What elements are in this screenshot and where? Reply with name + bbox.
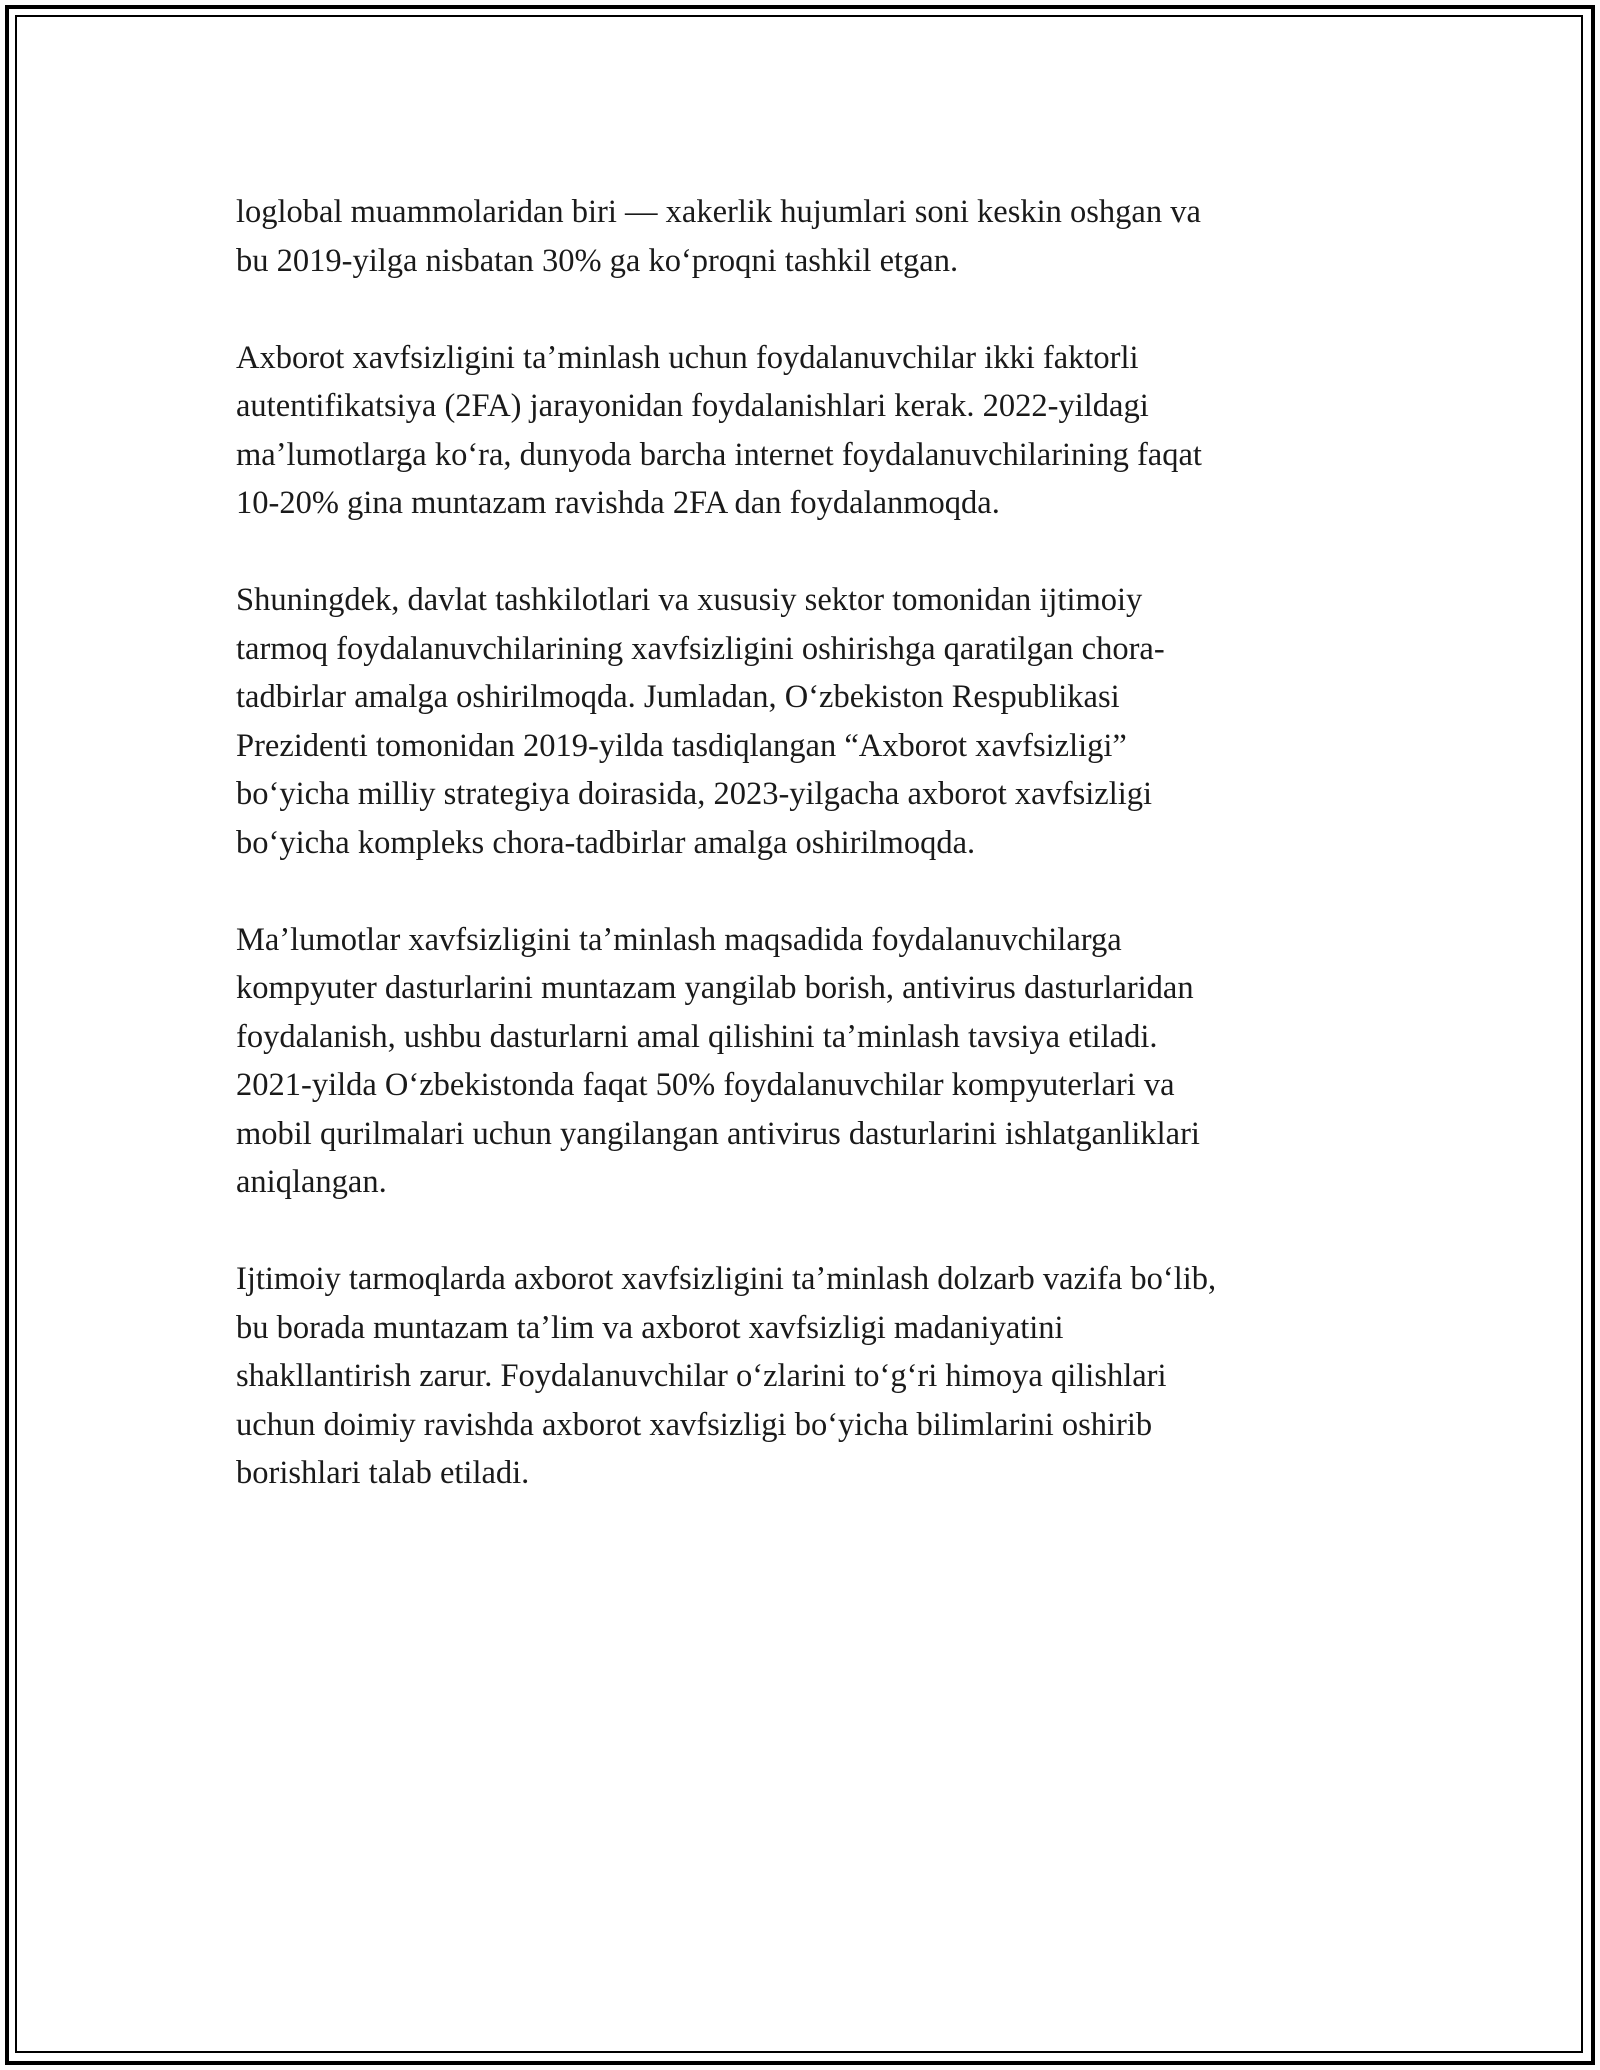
paragraph-antivirus: Maʼlumotlar xavfsizligini taʼminlash maqsadida foydalanuvchilarga kompyuter dasturlarini muntazam yangilab borish, antivirus dasturlaridan foydalanish, ushbu dasturlarni amal qilishini taʼminlash tavsiya etiladi. 2021-yilda Oʻzbekistonda faqat 50% foydalanuvchilar kompyuterlari va mobil qurilmalari uchun yangilangan antivirus dasturlarini ishlatganliklari aniqlangan. [236,921,1200,1200]
paragraph-conclusion: Ijtimoiy tarmoqlarda axborot xavfsizligini taʼminlash dolzarb vazifa boʻlib, bu borada muntazam taʼlim va axborot xavfsizligi madaniyatini shakllantirish zarur. Foydalanuvchilar oʻzlarini toʻgʻri himoya qilishlari uchun doimiy ravishda axborot xavfsizligi boʻyicha bilimlarini oshirib borishlari talab etiladi. [236,1261,1217,1491]
paragraph-government-measures: Shuningdek, davlat tashkilotlari va xususiy sektor tomonidan ijtimoiy tarmoq foydalanuvchilarining xavfsizligini oshirishga qaratilgan chora- tadbirlar amalga oshirilmoqda. Jumladan, Oʻzbekiston Respublikasi Prezidenti tomonidan 2019-yilda tasdiqlangan “Axborot xavfsizligi” boʻyicha milliy strategiya doirasida, 2023-yilgacha axborot xavfsizligi boʻyicha kompleks chora-tadbirlar amalga oshirilmoqda. [236,582,1165,861]
document-body [236,188,1366,1546]
paragraph-cyberattacks: loglobal muammolaridan biri — xakerlik hujumlari soni keskin oshgan va bu 2019-yilga nisbatan 30% ga koʻproqni tashkil etgan. [236,194,1201,279]
paragraph-2fa: Axborot xavfsizligini taʼminlash uchun foydalanuvchilar ikki faktorli autentifikatsiya (2FA) jarayonidan foydalanishlari kerak. 2022-yildagi maʼlumotlarga koʻra, dunyoda barcha internet foydalanuvchilarining faqat 10-20% gina muntazam ravishda 2FA dan foydalanmoqda. [236,339,1202,521]
